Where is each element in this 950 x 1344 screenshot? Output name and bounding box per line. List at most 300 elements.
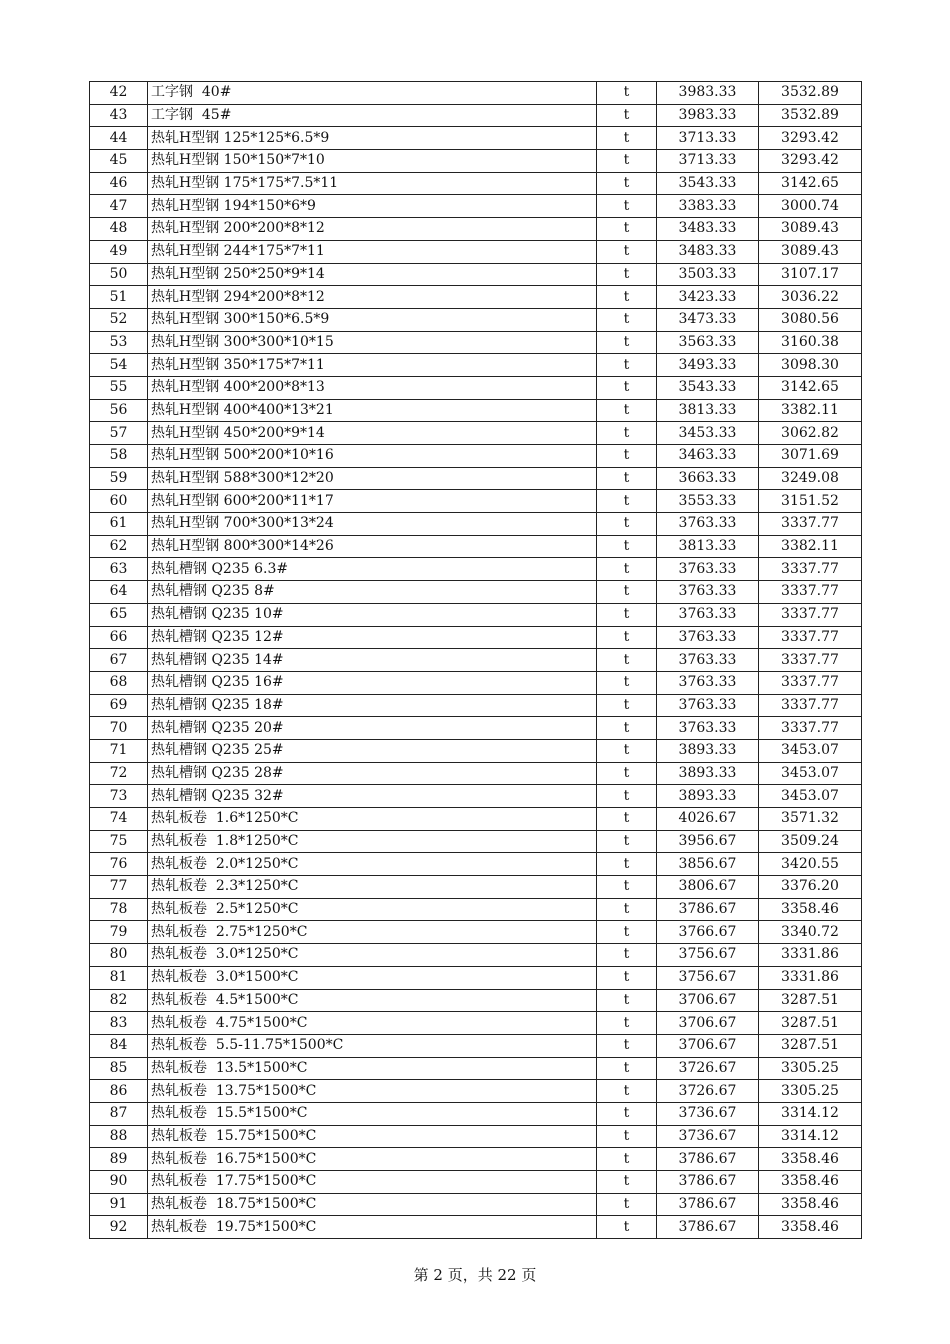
price-incl-tax-text: 3983.33 — [678, 84, 737, 101]
price-incl-tax-text: 3786.67 — [678, 1196, 737, 1213]
row-number-text: 92 — [109, 1218, 128, 1235]
unit-text: t — [623, 492, 630, 509]
item-name-text: 热轧H型钢 244*175*7*11 — [151, 243, 325, 260]
unit-text: t — [623, 470, 630, 487]
price-incl-tax-text: 3766.67 — [678, 923, 737, 940]
price-incl-tax-cell — [657, 535, 759, 558]
table-row — [90, 898, 862, 921]
unit-cell — [597, 1034, 657, 1057]
price-excl-tax-text: 3337.77 — [781, 651, 839, 668]
price-incl-tax-cell — [657, 603, 759, 626]
row-number-text: 49 — [109, 243, 128, 260]
item-name-text: 热轧板卷 2.0*1250*C — [151, 855, 299, 872]
price-excl-tax-text: 3151.52 — [781, 492, 839, 509]
unit-cell — [597, 1216, 657, 1239]
unit-text: t — [623, 356, 630, 373]
row-number-text: 80 — [109, 946, 128, 963]
price-incl-tax-text: 3786.67 — [678, 1150, 737, 1167]
price-incl-tax-text: 3726.67 — [678, 1082, 737, 1099]
item-name-text: 工字钢 45# — [151, 107, 232, 124]
unit-cell — [597, 467, 657, 490]
row-number-text: 78 — [109, 901, 128, 918]
price-excl-tax-cell — [759, 921, 862, 944]
item-name-cell — [148, 467, 597, 490]
price-excl-tax-text: 3337.77 — [781, 674, 839, 691]
table-row — [90, 739, 862, 762]
unit-text: t — [623, 107, 630, 124]
table-row — [90, 376, 862, 399]
unit-cell — [597, 694, 657, 717]
price-excl-tax-cell — [759, 671, 862, 694]
item-name-cell — [148, 1012, 597, 1035]
unit-cell — [597, 331, 657, 354]
item-name-cell — [148, 944, 597, 967]
unit-text: t — [623, 833, 630, 850]
table-row — [90, 1034, 862, 1057]
item-name-text: 工字钢 40# — [151, 84, 232, 101]
item-name-cell — [148, 603, 597, 626]
item-name-text: 热轧板卷 2.3*1250*C — [151, 878, 299, 895]
price-incl-tax-cell — [657, 308, 759, 331]
price-incl-tax-text: 3713.33 — [678, 129, 737, 146]
item-name-cell — [148, 671, 597, 694]
unit-cell — [597, 82, 657, 105]
item-name-cell — [148, 921, 597, 944]
price-excl-tax-cell — [759, 1193, 862, 1216]
row-number-text: 45 — [109, 152, 128, 169]
unit-text: t — [623, 628, 630, 645]
price-excl-tax-text: 3089.43 — [781, 243, 839, 260]
unit-text: t — [623, 447, 630, 464]
item-name-cell — [148, 1193, 597, 1216]
price-incl-tax-text: 3706.67 — [678, 1037, 737, 1054]
unit-cell — [597, 354, 657, 377]
row-number-cell — [90, 1012, 148, 1035]
unit-text: t — [623, 197, 630, 214]
price-incl-tax-cell — [657, 1148, 759, 1171]
row-number-text: 70 — [109, 719, 128, 736]
unit-cell — [597, 1012, 657, 1035]
price-incl-tax-cell — [657, 1171, 759, 1194]
unit-text: t — [623, 333, 630, 350]
price-incl-tax-cell — [657, 445, 759, 468]
row-number-cell — [90, 876, 148, 899]
price-excl-tax-cell — [759, 762, 862, 785]
price-excl-tax-cell — [759, 876, 862, 899]
item-name-text: 热轧板卷 2.5*1250*C — [151, 901, 299, 918]
unit-cell — [597, 739, 657, 762]
price-excl-tax-cell — [759, 1012, 862, 1035]
item-name-cell — [148, 876, 597, 899]
price-excl-tax-cell — [759, 944, 862, 967]
price-incl-tax-text: 3893.33 — [678, 764, 737, 781]
table-row — [90, 195, 862, 218]
unit-cell — [597, 150, 657, 173]
price-excl-tax-cell — [759, 808, 862, 831]
unit-text: t — [623, 923, 630, 940]
unit-text: t — [623, 265, 630, 282]
price-excl-tax-text: 3071.69 — [781, 447, 839, 464]
item-name-cell — [148, 172, 597, 195]
table-row — [90, 1080, 862, 1103]
item-name-text: 热轧板卷 2.75*1250*C — [151, 923, 308, 940]
price-incl-tax-text: 3503.33 — [678, 265, 737, 282]
item-name-cell — [148, 263, 597, 286]
price-excl-tax-cell — [759, 581, 862, 604]
row-number-text: 87 — [109, 1105, 128, 1122]
price-incl-tax-cell — [657, 649, 759, 672]
price-excl-tax-cell — [759, 286, 862, 309]
price-incl-tax-text: 3493.33 — [678, 356, 737, 373]
price-incl-tax-cell — [657, 286, 759, 309]
price-excl-tax-text: 3382.11 — [781, 538, 839, 555]
price-excl-tax-cell — [759, 1216, 862, 1239]
price-excl-tax-text: 3089.43 — [781, 220, 839, 237]
unit-text: t — [623, 696, 630, 713]
item-name-text: 热轧H型钢 300*150*6.5*9 — [151, 311, 330, 328]
unit-cell — [597, 581, 657, 604]
unit-cell — [597, 603, 657, 626]
item-name-text: 热轧板卷 4.75*1500*C — [151, 1014, 308, 1031]
item-name-cell — [148, 1080, 597, 1103]
row-number-text: 58 — [109, 447, 128, 464]
item-name-cell — [148, 808, 597, 831]
price-incl-tax-cell — [657, 581, 759, 604]
price-excl-tax-cell — [759, 104, 862, 127]
unit-text: t — [623, 1218, 630, 1235]
unit-text: t — [623, 129, 630, 146]
price-incl-tax-cell — [657, 989, 759, 1012]
item-name-text: 热轧板卷 16.75*1500*C — [151, 1150, 317, 1167]
table-row — [90, 467, 862, 490]
item-name-cell — [148, 82, 597, 105]
price-excl-tax-text: 3305.25 — [781, 1059, 839, 1076]
row-number-text: 64 — [109, 583, 128, 600]
row-number-text: 71 — [109, 742, 128, 759]
item-name-cell — [148, 1034, 597, 1057]
table-row — [90, 717, 862, 740]
row-number-cell — [90, 331, 148, 354]
row-number-cell — [90, 308, 148, 331]
row-number-cell — [90, 1193, 148, 1216]
table-row — [90, 876, 862, 899]
table-row — [90, 808, 862, 831]
row-number-cell — [90, 467, 148, 490]
table-row — [90, 626, 862, 649]
row-number-cell — [90, 399, 148, 422]
row-number-cell — [90, 649, 148, 672]
table-row — [90, 785, 862, 808]
price-incl-tax-cell — [657, 1193, 759, 1216]
row-number-text: 62 — [109, 538, 128, 555]
item-name-cell — [148, 762, 597, 785]
price-excl-tax-text: 3098.30 — [781, 356, 839, 373]
price-incl-tax-cell — [657, 1034, 759, 1057]
item-name-text: 热轧板卷 5.5-11.75*1500*C — [151, 1037, 344, 1054]
price-incl-tax-cell — [657, 422, 759, 445]
price-excl-tax-cell — [759, 694, 862, 717]
price-excl-tax-cell — [759, 127, 862, 150]
price-incl-tax-text: 3453.33 — [678, 424, 737, 441]
row-number-cell — [90, 944, 148, 967]
price-excl-tax-cell — [759, 445, 862, 468]
price-excl-tax-cell — [759, 467, 862, 490]
price-excl-tax-cell — [759, 1171, 862, 1194]
row-number-text: 52 — [109, 311, 128, 328]
item-name-text: 热轧槽钢 Q235 20# — [151, 719, 284, 736]
unit-cell — [597, 649, 657, 672]
item-name-text: 热轧板卷 3.0*1250*C — [151, 946, 299, 963]
row-number-text: 66 — [109, 628, 128, 645]
table-row — [90, 218, 862, 241]
row-number-cell — [90, 535, 148, 558]
price-incl-tax-cell — [657, 762, 759, 785]
unit-text: t — [623, 878, 630, 895]
unit-cell — [597, 1171, 657, 1194]
item-name-text: 热轧H型钢 350*175*7*11 — [151, 356, 325, 373]
item-name-cell — [148, 127, 597, 150]
item-name-cell — [148, 649, 597, 672]
price-excl-tax-text: 3249.08 — [781, 470, 839, 487]
price-excl-tax-text: 3358.46 — [781, 1150, 839, 1167]
row-number-text: 75 — [109, 833, 128, 850]
item-name-cell — [148, 717, 597, 740]
row-number-text: 77 — [109, 878, 128, 895]
unit-cell — [597, 399, 657, 422]
unit-text: t — [623, 1105, 630, 1122]
unit-cell — [597, 853, 657, 876]
price-incl-tax-cell — [657, 808, 759, 831]
row-number-text: 86 — [109, 1082, 128, 1099]
price-excl-tax-text: 3036.22 — [781, 288, 839, 305]
table-row — [90, 1102, 862, 1125]
row-number-text: 59 — [109, 470, 128, 487]
unit-text: t — [623, 84, 630, 101]
row-number-cell — [90, 694, 148, 717]
unit-cell — [597, 1102, 657, 1125]
price-excl-tax-text: 3000.74 — [781, 197, 839, 214]
row-number-text: 46 — [109, 175, 128, 192]
table-row — [90, 1148, 862, 1171]
row-number-text: 69 — [109, 696, 128, 713]
price-excl-tax-text: 3287.51 — [781, 1037, 839, 1054]
price-incl-tax-cell — [657, 785, 759, 808]
page-number-text: 第 2 页，共 22 页 — [413, 1266, 537, 1284]
item-name-text: 热轧板卷 3.0*1500*C — [151, 969, 299, 986]
unit-cell — [597, 1193, 657, 1216]
item-name-text: 热轧H型钢 588*300*12*20 — [151, 470, 334, 487]
item-name-cell — [148, 989, 597, 1012]
row-number-text: 44 — [109, 129, 128, 146]
row-number-text: 57 — [109, 424, 128, 441]
table-row — [90, 830, 862, 853]
price-excl-tax-cell — [759, 195, 862, 218]
price-excl-tax-text: 3080.56 — [781, 311, 839, 328]
price-excl-tax-cell — [759, 150, 862, 173]
price-excl-tax-cell — [759, 1102, 862, 1125]
price-excl-tax-text: 3314.12 — [781, 1127, 839, 1144]
table-row — [90, 966, 862, 989]
row-number-cell — [90, 263, 148, 286]
item-name-cell — [148, 286, 597, 309]
item-name-text: 热轧H型钢 450*200*9*14 — [151, 424, 325, 441]
price-incl-tax-cell — [657, 467, 759, 490]
item-name-text: 热轧板卷 19.75*1500*C — [151, 1218, 317, 1235]
price-incl-tax-cell — [657, 513, 759, 536]
price-incl-tax-text: 3756.67 — [678, 946, 737, 963]
price-incl-tax-text: 3813.33 — [678, 401, 737, 418]
unit-cell — [597, 966, 657, 989]
item-name-text: 热轧H型钢 200*200*8*12 — [151, 220, 325, 237]
item-name-text: 热轧板卷 17.75*1500*C — [151, 1173, 317, 1190]
price-incl-tax-text: 3763.33 — [678, 696, 737, 713]
item-name-cell — [148, 104, 597, 127]
unit-text: t — [623, 538, 630, 555]
price-excl-tax-cell — [759, 172, 862, 195]
row-number-text: 84 — [109, 1037, 128, 1054]
unit-text: t — [623, 606, 630, 623]
item-name-text: 热轧槽钢 Q235 10# — [151, 606, 284, 623]
item-name-text: 热轧槽钢 Q235 16# — [151, 674, 284, 691]
price-incl-tax-text: 3553.33 — [678, 492, 737, 509]
price-incl-tax-cell — [657, 1057, 759, 1080]
price-excl-tax-text: 3062.82 — [781, 424, 839, 441]
item-name-text: 热轧板卷 1.6*1250*C — [151, 810, 299, 827]
table-row — [90, 1057, 862, 1080]
price-incl-tax-text: 3563.33 — [678, 333, 737, 350]
row-number-cell — [90, 830, 148, 853]
price-excl-tax-cell — [759, 626, 862, 649]
price-excl-tax-text: 3358.46 — [781, 1173, 839, 1190]
price-incl-tax-cell — [657, 240, 759, 263]
item-name-cell — [148, 1057, 597, 1080]
price-incl-tax-text: 3713.33 — [678, 152, 737, 169]
price-excl-tax-text: 3331.86 — [781, 946, 839, 963]
price-incl-tax-text: 3893.33 — [678, 742, 737, 759]
unit-text: t — [623, 220, 630, 237]
price-table-body — [90, 82, 862, 1239]
item-name-text: 热轧H型钢 194*150*6*9 — [151, 197, 316, 214]
row-number-cell — [90, 1057, 148, 1080]
price-excl-tax-cell — [759, 739, 862, 762]
table-row — [90, 1125, 862, 1148]
price-excl-tax-cell — [759, 649, 862, 672]
row-number-cell — [90, 558, 148, 581]
unit-text: t — [623, 969, 630, 986]
price-incl-tax-text: 3763.33 — [678, 719, 737, 736]
item-name-text: 热轧H型钢 125*125*6.5*9 — [151, 129, 330, 146]
item-name-text: 热轧槽钢 Q235 12# — [151, 628, 284, 645]
row-number-text: 74 — [109, 810, 128, 827]
table-row — [90, 944, 862, 967]
item-name-text: 热轧H型钢 700*300*13*24 — [151, 515, 334, 532]
price-incl-tax-text: 3763.33 — [678, 583, 737, 600]
row-number-cell — [90, 898, 148, 921]
unit-text: t — [623, 674, 630, 691]
unit-text: t — [623, 1014, 630, 1031]
row-number-text: 65 — [109, 606, 128, 623]
price-excl-tax-text: 3305.25 — [781, 1082, 839, 1099]
price-excl-tax-cell — [759, 1057, 862, 1080]
price-incl-tax-cell — [657, 172, 759, 195]
price-incl-tax-cell — [657, 218, 759, 241]
unit-cell — [597, 195, 657, 218]
item-name-text: 热轧板卷 15.5*1500*C — [151, 1105, 308, 1122]
row-number-text: 68 — [109, 674, 128, 691]
price-excl-tax-cell — [759, 966, 862, 989]
unit-text: t — [623, 175, 630, 192]
price-incl-tax-text: 3763.33 — [678, 606, 737, 623]
table-row — [90, 762, 862, 785]
table-row — [90, 581, 862, 604]
price-incl-tax-cell — [657, 1102, 759, 1125]
price-excl-tax-text: 3337.77 — [781, 696, 839, 713]
price-excl-tax-text: 3340.72 — [781, 923, 839, 940]
item-name-text: 热轧板卷 1.8*1250*C — [151, 833, 299, 850]
item-name-text: 热轧H型钢 500*200*10*16 — [151, 447, 334, 464]
price-excl-tax-text: 3509.24 — [781, 833, 839, 850]
unit-text: t — [623, 152, 630, 169]
row-number-text: 56 — [109, 401, 128, 418]
price-excl-tax-cell — [759, 376, 862, 399]
price-incl-tax-text: 3423.33 — [678, 288, 737, 305]
price-excl-tax-cell — [759, 218, 862, 241]
row-number-cell — [90, 808, 148, 831]
price-incl-tax-text: 3706.67 — [678, 991, 737, 1008]
table-row — [90, 399, 862, 422]
table-row — [90, 671, 862, 694]
price-incl-tax-cell — [657, 671, 759, 694]
table-row — [90, 921, 862, 944]
price-incl-tax-cell — [657, 1012, 759, 1035]
row-number-text: 73 — [109, 787, 128, 804]
row-number-cell — [90, 1034, 148, 1057]
row-number-text: 90 — [109, 1173, 128, 1190]
unit-text: t — [623, 810, 630, 827]
unit-cell — [597, 127, 657, 150]
row-number-text: 51 — [109, 288, 128, 305]
price-incl-tax-text: 3806.67 — [678, 878, 737, 895]
item-name-cell — [148, 354, 597, 377]
unit-cell — [597, 921, 657, 944]
row-number-cell — [90, 1080, 148, 1103]
table-row — [90, 172, 862, 195]
item-name-text: 热轧H型钢 150*150*7*10 — [151, 152, 325, 169]
price-incl-tax-text: 3543.33 — [678, 175, 737, 192]
price-incl-tax-cell — [657, 558, 759, 581]
unit-cell — [597, 944, 657, 967]
row-number-cell — [90, 1148, 148, 1171]
unit-cell — [597, 558, 657, 581]
unit-cell — [597, 989, 657, 1012]
table-row — [90, 150, 862, 173]
row-number-text: 53 — [109, 333, 128, 350]
price-excl-tax-text: 3358.46 — [781, 1196, 839, 1213]
unit-text: t — [623, 1150, 630, 1167]
price-excl-tax-cell — [759, 717, 862, 740]
price-excl-tax-text: 3337.77 — [781, 719, 839, 736]
item-name-cell — [148, 1125, 597, 1148]
unit-text: t — [623, 742, 630, 759]
table-row — [90, 422, 862, 445]
item-name-text: 热轧H型钢 400*200*8*13 — [151, 379, 325, 396]
price-incl-tax-text: 3856.67 — [678, 855, 737, 872]
row-number-cell — [90, 739, 148, 762]
unit-text: t — [623, 901, 630, 918]
unit-text: t — [623, 379, 630, 396]
price-incl-tax-text: 3756.67 — [678, 969, 737, 986]
unit-cell — [597, 830, 657, 853]
